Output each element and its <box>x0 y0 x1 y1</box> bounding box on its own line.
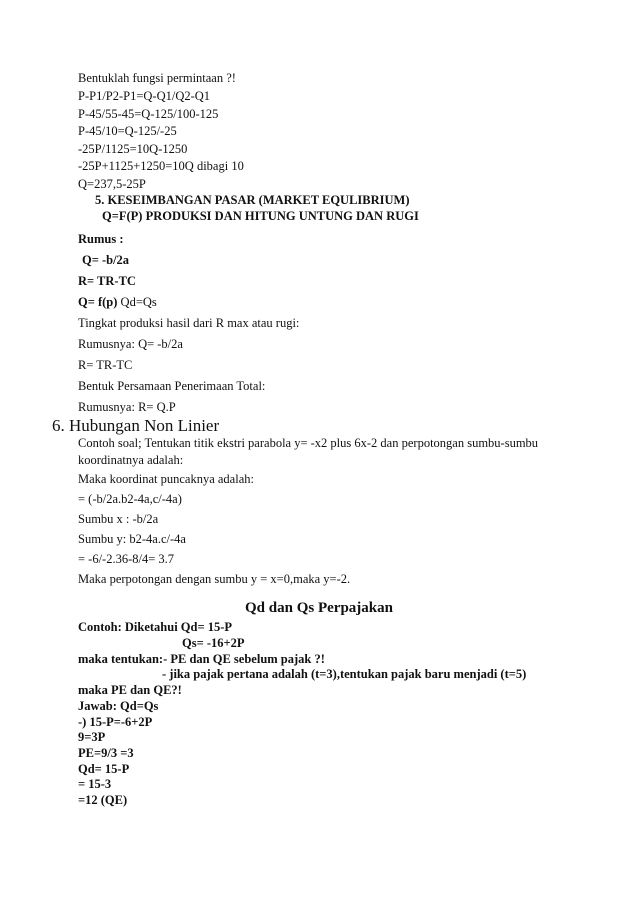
text-line: Bentuk Persamaan Penerimaan Total: <box>78 379 266 393</box>
text-line: Maka koordinat puncaknya adalah: <box>78 472 254 486</box>
text-line: Q=237,5-25P <box>78 177 146 191</box>
text-line: Qd= 15-P <box>78 762 130 776</box>
text-line: Jawab: Qd=Qs <box>78 699 159 713</box>
text-line: Bentuklah fungsi permintaan ?! <box>78 71 236 85</box>
pajak-heading: Qd dan Qs Perpajakan <box>245 600 393 616</box>
text-line: = (-b/2a.b2-4a,c/-4a) <box>78 492 182 506</box>
formula-rest-part: Qd=Qs <box>117 295 157 309</box>
text-line: = -6/-2.36-8/4= 3.7 <box>78 552 175 566</box>
text-line: Contoh: Diketahui Qd= 15-P <box>78 620 233 634</box>
text-line: -25P+1125+1250=10Q dibagi 10 <box>78 159 244 173</box>
text-line: =12 (QE) <box>78 793 128 807</box>
formula-line: R= TR-TC <box>78 274 136 288</box>
text-line: P-P1/P2-P1=Q-Q1/Q2-Q1 <box>78 89 211 103</box>
formula-line: Q= -b/2a <box>82 253 130 267</box>
formula-bold-part: Q= f(p) <box>78 295 118 309</box>
text-line: R= TR-TC <box>78 358 133 372</box>
section-6-heading: 6. Hubungan Non Linier <box>52 416 220 435</box>
text-line: -25P/1125=10Q-1250 <box>78 142 188 156</box>
text-line: Rumusnya: Q= -b/2a <box>78 337 183 351</box>
text-line: P-45/55-45=Q-125/100-125 <box>78 107 219 121</box>
text-line: koordinatnya adalah: <box>78 453 184 467</box>
text-line: Sumbu x : -b/2a <box>78 512 159 526</box>
text-line: P-45/10=Q-125/-25 <box>78 124 177 138</box>
text-line: PE=9/3 =3 <box>78 746 134 760</box>
text-line: maka tentukan:- PE dan QE sebelum pajak ?! <box>78 652 325 666</box>
text-line: Maka perpotongan dengan sumbu y = x=0,maka y=-2. <box>78 572 351 586</box>
text-line: Sumbu y: b2-4a.c/-4a <box>78 532 186 546</box>
rumus-label: Rumus : <box>78 232 124 246</box>
text-line: Contoh soal; Tentukan titik ekstri parabola y= -x2 plus 6x-2 dan perpotongan sumbu-sumbu <box>78 436 539 450</box>
text-line: Qs= -16+2P <box>182 636 245 650</box>
text-line: = 15-3 <box>78 777 112 791</box>
text-line: -) 15-P=-6+2P <box>78 715 153 729</box>
text-line: 9=3P <box>78 730 106 744</box>
text-line: Tingkat produksi hasil dari R max atau rugi: <box>78 316 300 330</box>
section-5-heading: 5. KESEIMBANGAN PASAR (MARKET EQULIBRIUM) <box>95 193 410 207</box>
text-line: maka PE dan QE?! <box>78 683 182 697</box>
text-line: - jika pajak pertana adalah (t=3),tentukan pajak baru menjadi (t=5) <box>162 667 527 681</box>
formula-line <box>78 295 157 310</box>
section-5-subheading: Q=F(P) PRODUKSI DAN HITUNG UNTUNG DAN RUGI <box>102 209 419 223</box>
text-line: Rumusnya: R= Q.P <box>78 400 176 414</box>
